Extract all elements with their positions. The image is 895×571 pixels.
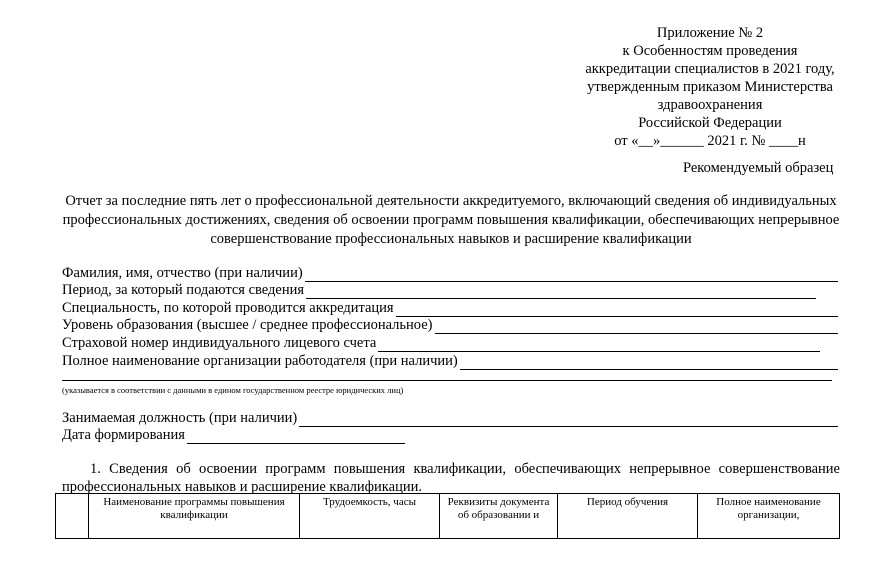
header-number bbox=[56, 494, 89, 539]
field-specialty bbox=[62, 299, 838, 317]
field-label: Фамилия, имя, отчество (при наличии) bbox=[62, 264, 303, 281]
annex-line: от «__»______ 2021 г. № ____н bbox=[614, 133, 806, 149]
annex-block bbox=[560, 24, 860, 150]
field-label: Период, за который подаются сведения bbox=[62, 282, 305, 299]
recommended-sample-label: Рекомендуемый образец bbox=[683, 160, 834, 176]
section-1-heading: 1. Сведения об освоении программ повышения квалификации, обеспечивающих непрерывное совершенствование профессиональных навыков и расширение квалификации. bbox=[62, 461, 840, 495]
header-training-period: Период обучения bbox=[558, 494, 698, 539]
fill-line[interactable] bbox=[396, 303, 838, 317]
header-organization-name: Полное наименование организации, bbox=[698, 494, 840, 539]
annex-line: утвержденным приказом Министерства bbox=[587, 79, 833, 95]
header-program-name: Наименование программы повышения квалификации bbox=[89, 494, 300, 539]
personal-info-fields bbox=[62, 264, 838, 370]
fill-line[interactable] bbox=[187, 430, 405, 444]
annex-line: Российской Федерации bbox=[638, 115, 782, 131]
header-document-details: Реквизиты документа об образовании и bbox=[440, 494, 558, 539]
position-date-fields bbox=[62, 409, 838, 444]
field-label: Специальность, по которой проводится аккредитация bbox=[62, 299, 394, 316]
fill-line[interactable] bbox=[435, 320, 839, 334]
annex-line: к Особенностям проведения bbox=[622, 43, 798, 59]
field-date bbox=[62, 427, 838, 445]
field-period bbox=[62, 282, 838, 300]
fill-line[interactable] bbox=[299, 413, 838, 427]
field-label: Дата формирования bbox=[62, 427, 185, 444]
annex-line: здравоохранения bbox=[657, 97, 763, 113]
field-label: Полное наименование организации работодателя (при наличии) bbox=[62, 352, 458, 369]
annex-line: Приложение № 2 bbox=[656, 25, 764, 41]
table-header-row bbox=[56, 494, 840, 539]
fill-line[interactable] bbox=[305, 268, 838, 282]
field-position bbox=[62, 409, 838, 427]
fill-line[interactable] bbox=[460, 356, 838, 370]
field-education-level bbox=[62, 317, 838, 335]
field-employer bbox=[62, 352, 838, 370]
field-label: Уровень образования (высшее / среднее профессиональное) bbox=[62, 317, 433, 334]
annex-line: аккредитации специалистов в 2021 году, bbox=[585, 61, 835, 77]
fill-line[interactable] bbox=[378, 338, 820, 352]
field-full-name bbox=[62, 264, 838, 282]
registry-note: (указывается в соответствии с данными в едином государственном реестре юридических лиц) bbox=[62, 385, 404, 395]
employer-continuation-line[interactable] bbox=[62, 380, 832, 381]
report-title: Отчет за последние пять лет о профессиональной деятельности аккредитуемого, включающий сведения об индивидуальных профессиональных достижениях, сведения об освоении программ повышения квалификации, обеспечивающих непрерывное совершенствование профессиональных навыков и расширение квалификации bbox=[62, 193, 840, 247]
field-label: Занимаемая должность (при наличии) bbox=[62, 409, 298, 426]
field-label: Страховой номер индивидуального лицевого счета bbox=[62, 334, 377, 351]
header-labor-hours: Трудоемкость, часы bbox=[300, 494, 440, 539]
field-snils bbox=[62, 334, 838, 352]
training-records-table bbox=[55, 493, 840, 539]
fill-line[interactable] bbox=[306, 285, 816, 299]
